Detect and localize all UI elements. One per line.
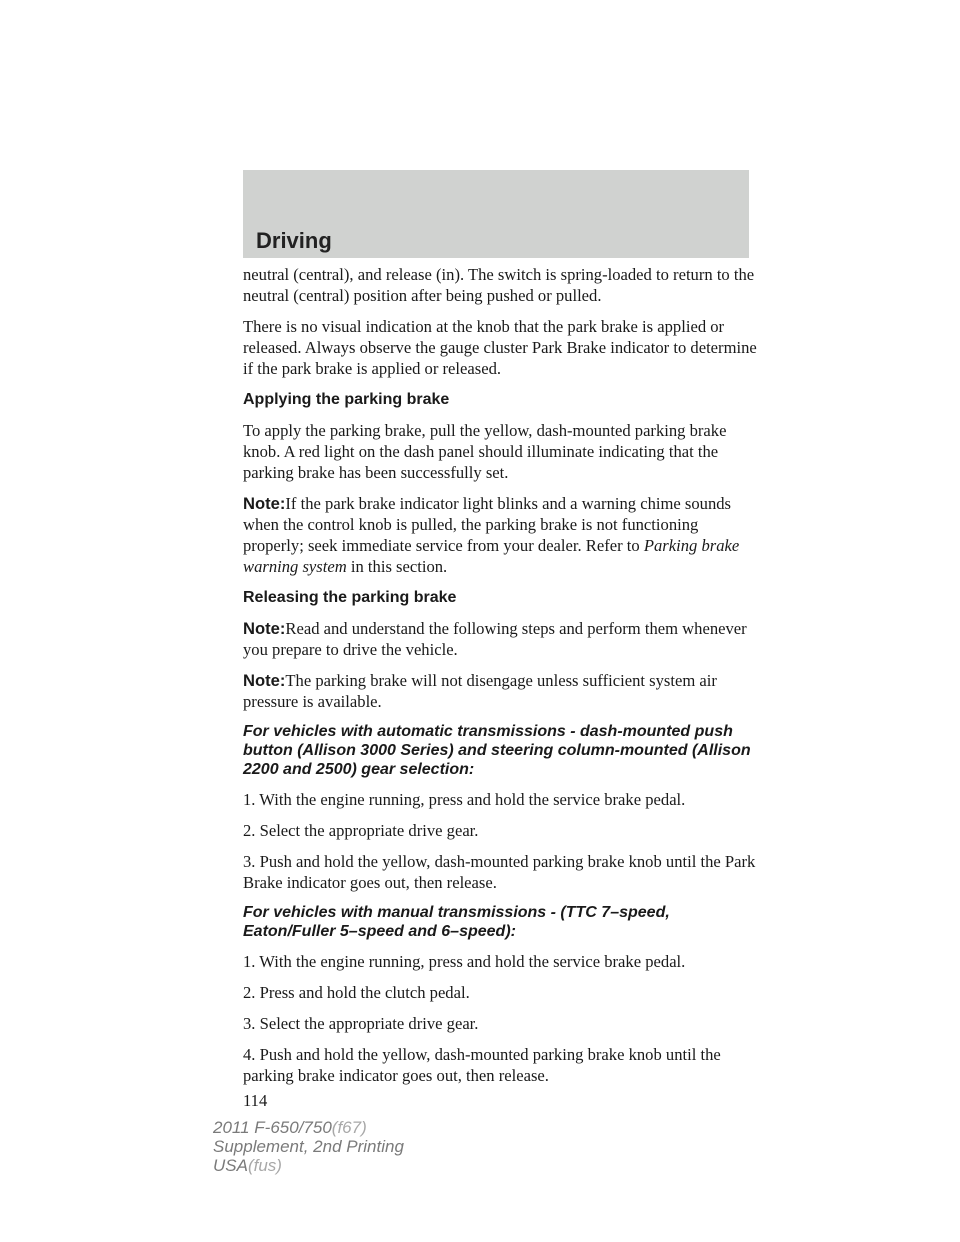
note-text-after: in this section. [350, 557, 448, 576]
auto-step-1: 1. With the engine running, press and hold the service brake pedal. [243, 790, 686, 809]
paragraph-apply-instructions: To apply the parking brake, pull the yellow, dash-mounted parking brake knob. A red light on the dash panel should illuminate indicating that the parking brake has been successfully set. [243, 421, 727, 482]
page-number: 114 [243, 1091, 268, 1110]
manual-step-4: 4. Push and hold the yellow, dash-mounted parking brake knob until the parking brake indicator goes out, then release. [243, 1045, 721, 1085]
note-label: Note: [243, 671, 286, 690]
footer-market: USA [213, 1156, 248, 1175]
note-text: The parking brake will not disengage unless sufficient system air pressure is available. [243, 671, 717, 711]
footer-model: 2011 F-650/750 [213, 1118, 332, 1137]
manual-step-2: 2. Press and hold the clutch pedal. [243, 983, 470, 1002]
cross-reference-link: Parking brake warning system [243, 536, 740, 576]
auto-step-2: 2. Select the appropriate drive gear. [243, 821, 479, 840]
note-label: Note: [243, 619, 286, 638]
footer-market-code: (fus) [247, 1156, 282, 1175]
subheading-automatic-transmissions: For vehicles with automatic transmissions - dash-mounted push button (Allison 3000 Series) and steering column-mounted (Allison 2200 and 2500) gear selection: [243, 723, 751, 778]
paragraph-switch-positions: neutral (central), and release (in). The switch is spring-loaded to return to the neutral (central) position after being pushed or pulled. [243, 265, 755, 305]
print-footer [213, 1118, 404, 1175]
note-text: Read and understand the following steps and perform them whenever you prepare to drive the vehicle. [243, 619, 747, 659]
heading-releasing-parking-brake: Releasing the parking brake [243, 589, 457, 606]
manual-step-1: 1. With the engine running, press and hold the service brake pedal. [243, 952, 686, 971]
subheading-manual-transmissions: For vehicles with manual transmissions - (TTC 7–speed, Eaton/Fuller 5–speed and 6–speed): [243, 904, 670, 940]
heading-applying-parking-brake: Applying the parking brake [243, 391, 450, 408]
section-header-band [243, 170, 749, 258]
footer-model-code: (f67) [331, 1118, 367, 1137]
note-read-steps [243, 618, 763, 660]
auto-step-3: 3. Push and hold the yellow, dash-mounted parking brake knob until the Park Brake indicator goes out, then release. [243, 852, 756, 892]
footer-printing: Supplement, 2nd Printing [213, 1137, 404, 1156]
footer-line-model [213, 1118, 404, 1137]
manual-step-3: 3. Select the appropriate drive gear. [243, 1014, 479, 1033]
note-label: Note: [243, 494, 286, 513]
footer-line-market [213, 1156, 404, 1175]
paragraph-visual-indication: There is no visual indication at the knob that the park brake is applied or released. Always observe the gauge cluster Park Brake indicator to determine if the park brake is applied or released. [243, 317, 757, 378]
section-title: Driving [256, 228, 332, 253]
page-body [243, 264, 763, 1121]
note-blinking-indicator [243, 493, 763, 577]
note-text: If the park brake indicator light blinks and a warning chime sounds when the control knob is pulled, the parking brake is not functioning properly; seek immediate service from your dealer. Refer to [243, 494, 732, 555]
note-air-pressure [243, 670, 763, 712]
